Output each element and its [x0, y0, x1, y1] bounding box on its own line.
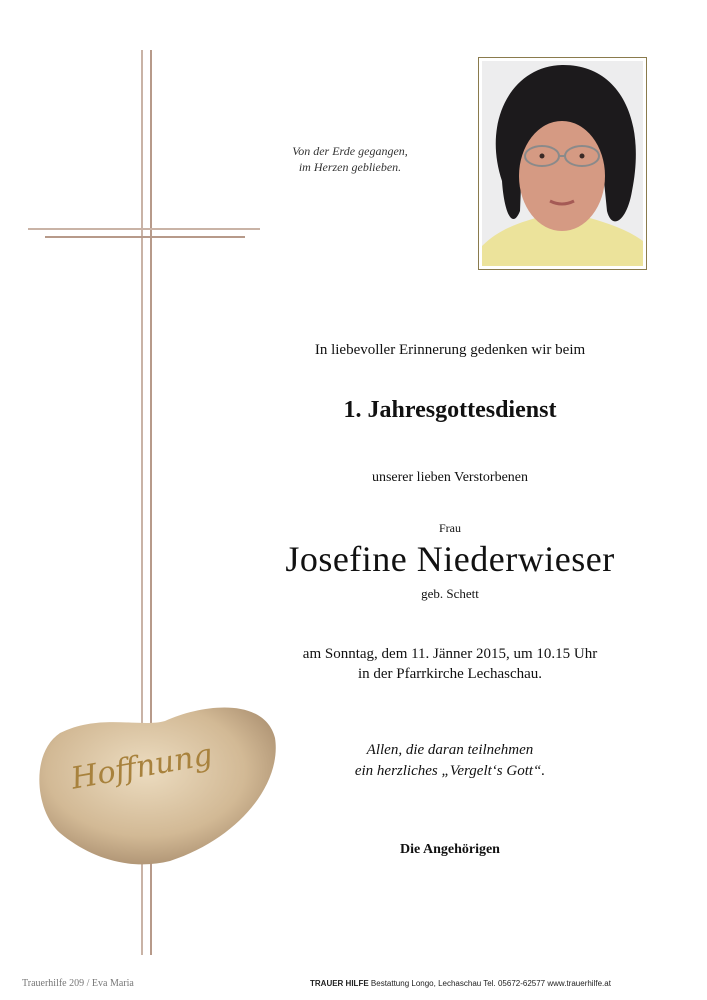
- motto-line-2: im Herzen geblieben.: [298, 160, 402, 174]
- heart-engraving: Hoffnung: [68, 737, 216, 797]
- portrait-illustration: [482, 61, 643, 266]
- footer-contact: Bestattung Longo, Lechaschau Tel. 05672-62577 www.trauerhilfe.at: [370, 979, 611, 988]
- portrait-photo: [478, 57, 647, 270]
- motto-line-1: Von der Erde gegangen,: [292, 144, 408, 158]
- service-title: 1. Jahresgottesdienst: [343, 397, 557, 423]
- signature: Die Angehörigen: [400, 842, 500, 857]
- portrait-image: [482, 61, 643, 266]
- salutation-text: Frau: [439, 521, 461, 535]
- intro-text: In liebevoller Erinnerung gedenken wir beim: [314, 342, 586, 358]
- cross-horizontal-line-2: [45, 236, 245, 238]
- footer-template-id: Trauerhilfe 209 / Eva Maria: [22, 978, 134, 989]
- date-line: am Sonntag, dem 11. Jänner 2015, um 10.15 Uhr: [302, 646, 598, 662]
- thanks-line-1: Allen, die daran teilnehmen: [366, 742, 534, 758]
- footer-brand: TRAUER HILFE: [310, 979, 369, 988]
- maiden-name: geb. Schett: [421, 586, 479, 601]
- subtitle-text: unserer lieben Verstorbenen: [371, 470, 529, 485]
- place-line: in der Pfarrkirche Lechaschau.: [357, 666, 543, 682]
- heart-stone-illustration: [30, 693, 280, 868]
- deceased-name: Josefine Niederwieser: [285, 539, 615, 579]
- cross-horizontal-line: [28, 228, 260, 230]
- heart-stone-image: [30, 693, 280, 868]
- footer-company: [310, 979, 611, 988]
- thanks-line-2: ein herzliches „Vergelt‘s Gott“.: [354, 763, 546, 779]
- motto: [250, 143, 450, 175]
